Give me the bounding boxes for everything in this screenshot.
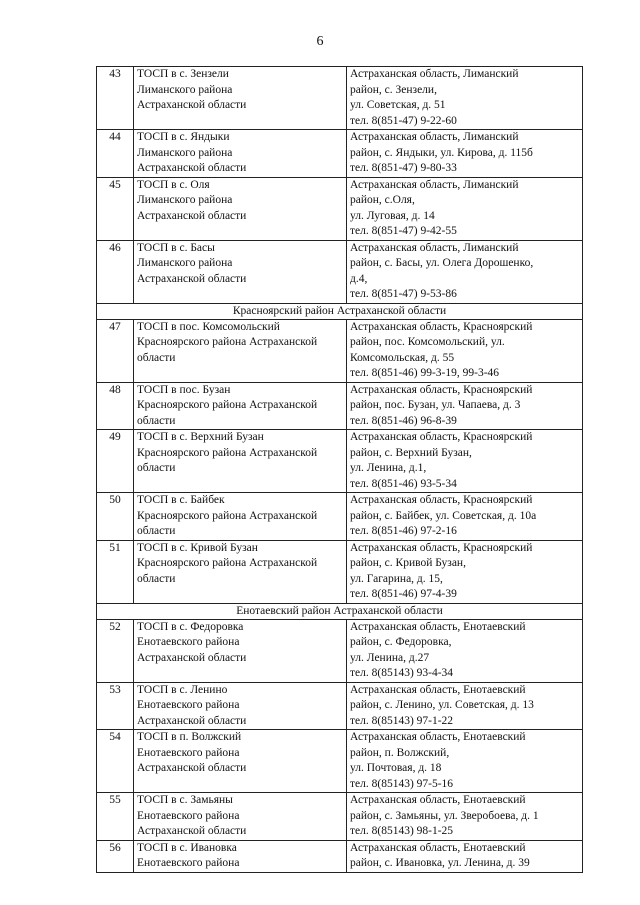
address-line: тел. 8(851-46) 93-5-34 (350, 477, 457, 490)
office-name-cell (134, 382, 347, 430)
table-row (97, 177, 583, 240)
table-row (97, 682, 583, 730)
address-line: Астраханская область, Лиманский (350, 241, 519, 254)
address-line: тел. 8(851-47) 9-42-55 (350, 225, 457, 237)
address-line: район, с. Басы, ул. Олега Дорошенко, (350, 257, 534, 269)
office-name-cell (134, 130, 347, 178)
office-name-line: ТОСП в с. Ленино (137, 683, 228, 696)
office-name-line: области (137, 351, 176, 364)
address-cell (347, 540, 583, 603)
row-number: 43 (97, 67, 134, 130)
office-name-line: Астраханской области (137, 714, 247, 727)
address-line: тел. 8(851-47) 9-80-33 (350, 162, 457, 174)
region-header-row (97, 303, 583, 319)
address-line: тел. 8(85143) 97-1-22 (350, 714, 454, 727)
address-line: тел. 8(851-46) 97-4-39 (350, 588, 457, 600)
address-line: тел. 8(851-46) 96-8-39 (350, 414, 457, 427)
address-line: тел. 8(851-46) 97-2-16 (350, 525, 457, 537)
office-name-line: Красноярского района Астраханской (137, 557, 318, 569)
table-row (97, 793, 583, 841)
region-header-row (97, 603, 583, 619)
table-row (97, 493, 583, 541)
row-number: 44 (97, 130, 134, 178)
address-line: Астраханская область, Лиманский (350, 178, 519, 191)
office-name-cell (134, 682, 347, 730)
address-line: тел. 8(851-46) 99-3-19, 99-3-46 (350, 367, 500, 379)
row-number: 53 (97, 682, 134, 730)
address-line: ул. Почтовая, д. 18 (350, 762, 442, 774)
address-cell (347, 430, 583, 493)
office-name-line: ТОСП в с. Ивановка (137, 841, 237, 854)
address-line: Астраханская область, Красноярский (350, 541, 533, 554)
office-name-line: Астраханской области (137, 209, 247, 222)
office-name-line: Красноярского района Астраханской (137, 446, 318, 459)
address-line: район, с. Ленино, ул. Советская, д. 13 (350, 699, 534, 711)
row-number: 48 (97, 382, 134, 430)
office-name-line: Астраханской области (137, 762, 247, 774)
office-name-line: ТОСП в пос. Бузан (137, 383, 231, 396)
row-number: 50 (97, 493, 134, 541)
address-cell (347, 240, 583, 303)
address-line: Астраханская область, Красноярский (350, 383, 533, 396)
page-number: 6 (316, 34, 324, 49)
address-line: район, с.Оля, (350, 194, 415, 206)
table-row (97, 67, 583, 130)
office-name-line: Красноярского района Астраханской (137, 399, 318, 411)
address-line: Комсомольская, д. 55 (350, 351, 455, 364)
office-name-line: ТОСП в с. Яндыки (137, 131, 230, 143)
table-row (97, 130, 583, 178)
office-name-cell (134, 840, 347, 872)
office-name-line: Астраханской области (137, 272, 247, 285)
address-line: тел. 8(85143) 93-4-34 (350, 667, 454, 679)
address-line: район, с. Зензели, (350, 83, 437, 96)
address-cell (347, 730, 583, 793)
row-number: 54 (97, 730, 134, 793)
office-name-cell (134, 319, 347, 382)
address-line: ул. Луговая, д. 14 (350, 209, 435, 222)
office-name-line: Енотаевского района (137, 636, 240, 648)
row-number: 45 (97, 177, 134, 240)
office-name-line: Лиманского района (137, 257, 233, 269)
address-line: район, с. Федоровка, (350, 636, 452, 648)
office-name-line: ТОСП в с. Оля (137, 178, 210, 191)
table-row (97, 619, 583, 682)
address-line: район, с. Байбек, ул. Советская, д. 10а (350, 509, 537, 522)
address-line: ул. Советская, д. 51 (350, 99, 446, 111)
office-name-line: области (137, 572, 176, 585)
office-name-cell (134, 67, 347, 130)
office-name-cell (134, 430, 347, 493)
row-number: 52 (97, 619, 134, 682)
office-name-line: ТОСП в с. Зензели (137, 68, 229, 80)
address-line: Астраханская область, Лиманский (350, 68, 519, 80)
office-name-line: Лиманского района (137, 146, 233, 159)
address-line: район, с. Замьяны, ул. Зверобоева, д. 1 (350, 809, 539, 822)
office-name-line: ТОСП в с. Кривой Бузан (137, 541, 258, 554)
address-cell (347, 840, 583, 872)
tosp-address-table (96, 66, 583, 873)
table-row (97, 319, 583, 382)
address-line: Астраханская область, Енотаевский (350, 731, 526, 743)
address-line: Астраханская область, Енотаевский (350, 841, 526, 854)
office-name-line: Астраханской области (137, 825, 247, 837)
office-name-line: Астраханской области (137, 99, 247, 111)
address-cell (347, 130, 583, 178)
office-name-line: области (137, 414, 176, 427)
office-name-line: Енотаевского района (137, 857, 240, 869)
row-number: 47 (97, 319, 134, 382)
address-cell (347, 493, 583, 541)
office-name-line: ТОСП в с. Байбек (137, 494, 225, 506)
address-line: Астраханская область, Красноярский (350, 431, 533, 443)
address-line: тел. 8(85143) 97-5-16 (350, 777, 454, 790)
address-cell (347, 382, 583, 430)
address-line: район, с. Кривой Бузан, (350, 557, 466, 569)
address-cell (347, 619, 583, 682)
table-row (97, 240, 583, 303)
office-name-line: Лиманского района (137, 194, 233, 206)
address-line: район, с. Ивановка, ул. Ленина, д. 39 (350, 857, 530, 869)
office-name-cell (134, 730, 347, 793)
office-name-line: ТОСП в с. Басы (137, 241, 215, 254)
row-number: 56 (97, 840, 134, 872)
address-line: Астраханская область, Лиманский (350, 131, 519, 143)
address-line: Астраханская область, Красноярский (350, 320, 533, 333)
address-line: район, с. Верхний Бузан, (350, 446, 472, 459)
office-name-line: области (137, 525, 176, 537)
office-name-line: ТОСП в с. Верхний Бузан (137, 431, 264, 443)
table-row (97, 382, 583, 430)
address-cell (347, 67, 583, 130)
row-number: 55 (97, 793, 134, 841)
office-name-line: Красноярского района Астраханской (137, 336, 318, 348)
office-name-line: Астраханской области (137, 162, 247, 174)
address-line: Астраханская область, Енотаевский (350, 620, 526, 633)
address-line: д.4, (350, 272, 368, 285)
address-line: тел. 8(851-47) 9-22-60 (350, 114, 457, 127)
address-cell (347, 793, 583, 841)
office-name-line: Енотаевского района (137, 699, 240, 711)
region-header: Красноярский район Астраханской области (97, 303, 583, 319)
region-header: Енотаевский район Астраханской области (97, 603, 583, 619)
office-name-line: ТОСП в с. Федоровка (137, 620, 244, 633)
address-cell (347, 177, 583, 240)
office-name-cell (134, 619, 347, 682)
office-name-line: Енотаевского района (137, 809, 240, 822)
table-row (97, 840, 583, 872)
office-name-line: Лиманского района (137, 83, 233, 96)
address-cell (347, 319, 583, 382)
address-line: район, пос. Бузан, ул. Чапаева, д. 3 (350, 399, 521, 411)
address-line: ул. Ленина, д.27 (350, 651, 430, 664)
address-line: Астраханская область, Красноярский (350, 494, 533, 506)
office-name-cell (134, 493, 347, 541)
office-name-cell (134, 177, 347, 240)
table-row (97, 430, 583, 493)
address-line: район, пос. Комсомольский, ул. (350, 336, 505, 348)
address-line: Астраханская область, Енотаевский (350, 683, 526, 696)
office-name-line: Красноярского района Астраханской (137, 509, 318, 522)
office-name-cell (134, 793, 347, 841)
office-name-line: Енотаевского района (137, 746, 240, 759)
address-line: район, п. Волжский, (350, 746, 450, 759)
office-name-line: ТОСП в с. Замьяны (137, 794, 233, 806)
row-number: 51 (97, 540, 134, 603)
address-line: тел. 8(851-47) 9-53-86 (350, 288, 457, 300)
office-name-line: области (137, 462, 176, 474)
address-line: район, с. Яндыки, ул. Кирова, д. 115б (350, 146, 533, 159)
row-number: 46 (97, 240, 134, 303)
table-row (97, 730, 583, 793)
table-row (97, 540, 583, 603)
office-name-cell (134, 240, 347, 303)
address-line: Астраханская область, Енотаевский (350, 794, 526, 806)
office-name-line: Астраханской области (137, 651, 247, 664)
office-name-line: ТОСП в п. Волжский (137, 731, 242, 743)
row-number: 49 (97, 430, 134, 493)
address-cell (347, 682, 583, 730)
office-name-cell (134, 540, 347, 603)
table-body (97, 67, 583, 873)
address-line: ул. Ленина, д.1, (350, 462, 427, 474)
address-line: ул. Гагарина, д. 15, (350, 572, 443, 585)
address-line: тел. 8(85143) 98-1-25 (350, 825, 454, 837)
office-name-line: ТОСП в пос. Комсомольский (137, 320, 280, 333)
